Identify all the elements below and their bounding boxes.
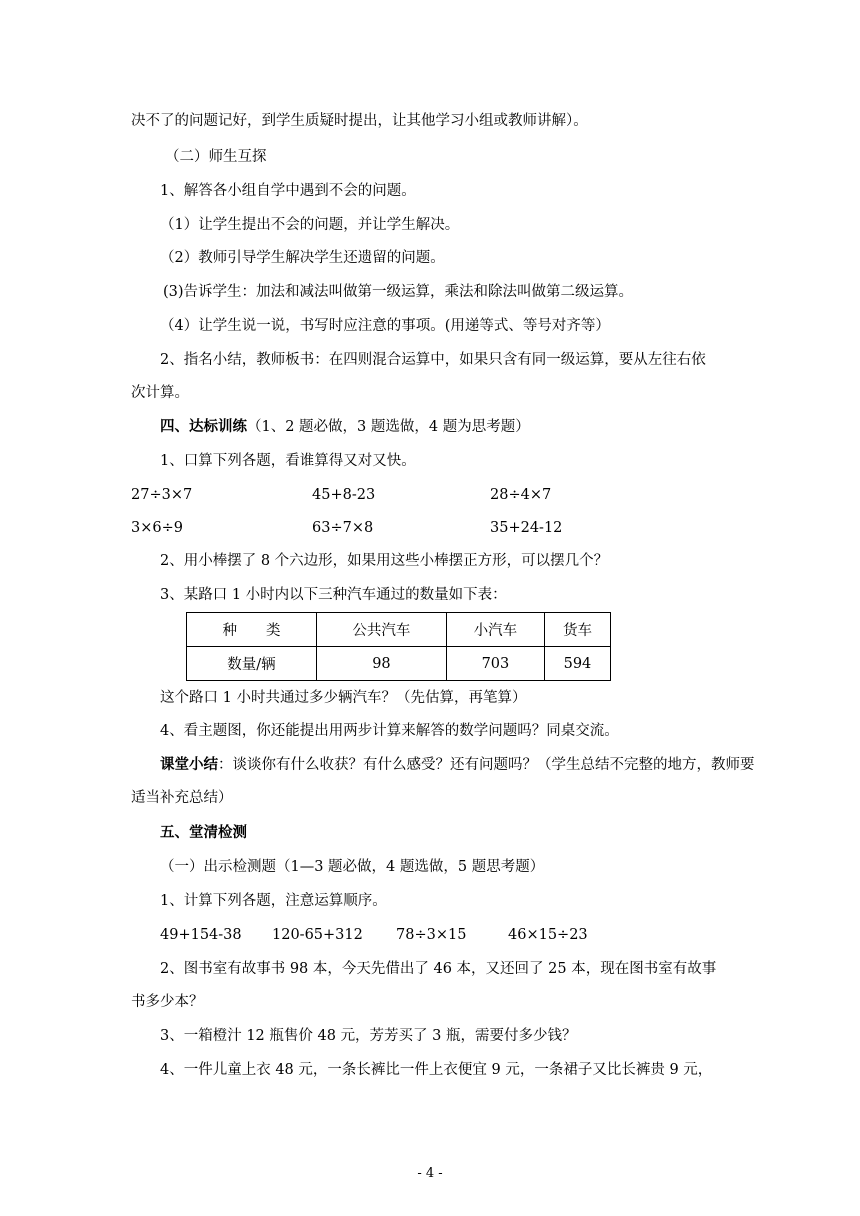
section-heading: 五、堂清检测 xyxy=(160,824,247,841)
table-header-cell: 货车 xyxy=(544,613,610,647)
paragraph-line: 4、看主题图，你还能提出用两步计算来解答的数学问题吗？同桌交流。 xyxy=(160,723,619,739)
math-expression: 78÷3×15 xyxy=(396,927,467,943)
table-header-cell: 公共汽车 xyxy=(316,613,446,647)
section-heading: （二）师生互探 xyxy=(165,149,267,165)
math-expression: 49+154-38 xyxy=(160,927,242,943)
math-expression: 35+24-12 xyxy=(490,520,563,536)
paragraph-line: （1）让学生提出不会的问题，并让学生解决。 xyxy=(160,217,460,233)
summary-label: 课堂小结 xyxy=(160,756,218,773)
math-expression: 120-65+312 xyxy=(272,927,363,943)
table-cell: 数量/辆 xyxy=(187,647,317,681)
table-header-cell: 种 类 xyxy=(187,613,317,647)
paragraph-line: （2）教师引导学生解决学生还遗留的问题。 xyxy=(160,250,445,266)
paragraph-line: 1、计算下列各题，注意运算顺序。 xyxy=(160,893,387,909)
table-cell: 98 xyxy=(316,647,446,681)
paragraph-line: 1、解答各小组自学中遇到不会的问题。 xyxy=(160,183,416,199)
paragraph-line: （4）让学生说一说，书写时应注意的事项。(用递等式、等号对齐等） xyxy=(160,318,610,334)
math-expression: 28÷4×7 xyxy=(490,487,552,503)
paragraph-line: 次计算。 xyxy=(131,385,189,401)
paragraph-line: （一）出示检测题（1—3 题必做，4 题选做，5 题思考题） xyxy=(160,859,545,875)
paragraph-line: 决不了的问题记好，到学生质疑时提出，让其他学习小组或教师讲解）。 xyxy=(131,113,588,129)
paragraph-line: 书多少本？ xyxy=(131,994,204,1010)
paragraph-line: 3、某路口 1 小时内以下三种汽车通过的数量如下表： xyxy=(160,587,507,603)
vehicle-count-table xyxy=(186,612,611,681)
paragraph-line: 3、一箱橙汁 12 瓶售价 48 元，芳芳买了 3 瓶，需要付多少钱？ xyxy=(160,1028,577,1044)
paragraph-line: 这个路口 1 小时共通过多少辆汽车？（先估算，再笔算） xyxy=(160,690,527,706)
page-number: - 4 - xyxy=(417,1166,443,1181)
math-expression: 63÷7×8 xyxy=(312,520,374,536)
table-row xyxy=(187,613,611,647)
math-expression: 27÷3×7 xyxy=(131,487,193,503)
table-header-cell: 小汽车 xyxy=(446,613,544,647)
table-cell: 703 xyxy=(446,647,544,681)
paragraph-line: 1、口算下列各题，看谁算得又对又快。 xyxy=(160,453,416,469)
table-row xyxy=(187,647,611,681)
heading-note: （1、2 题必做，3 题选做，4 题为思考题） xyxy=(247,419,530,435)
paragraph-line: 适当补充总结） xyxy=(131,790,233,806)
math-expression: 3×6÷9 xyxy=(131,520,183,536)
paragraph-line: 2、用小棒摆了 8 个六边形，如果用这些小棒摆正方形，可以摆几个？ xyxy=(160,553,609,569)
summary-text: ：谈谈你有什么收获？有什么感受？还有问题吗？（学生总结不完整的地方，教师要 xyxy=(218,757,755,773)
heading-bold: 四、达标训练 xyxy=(160,418,247,435)
math-expression: 45+8-23 xyxy=(312,487,376,503)
math-expression: 46×15÷23 xyxy=(508,927,588,943)
paragraph-line: 2、指名小结，教师板书：在四则混合运算中，如果只含有同一级运算，要从左往右依 xyxy=(160,352,706,368)
paragraph-line: 2、图书室有故事书 98 本，今天先借出了 46 本，又还回了 25 本，现在图书室有故事 xyxy=(160,961,717,977)
paragraph-line: 4、一件儿童上衣 48 元，一条长裤比一件上衣便宜 9 元，一条裙子又比长裤贵 9 元， xyxy=(160,1062,713,1078)
paragraph-line: (3)告诉学生：加法和减法叫做第一级运算，乘法和除法叫做第二级运算。 xyxy=(163,284,634,300)
table-cell: 594 xyxy=(544,647,610,681)
section-heading xyxy=(160,417,530,437)
paragraph-line xyxy=(160,755,755,775)
